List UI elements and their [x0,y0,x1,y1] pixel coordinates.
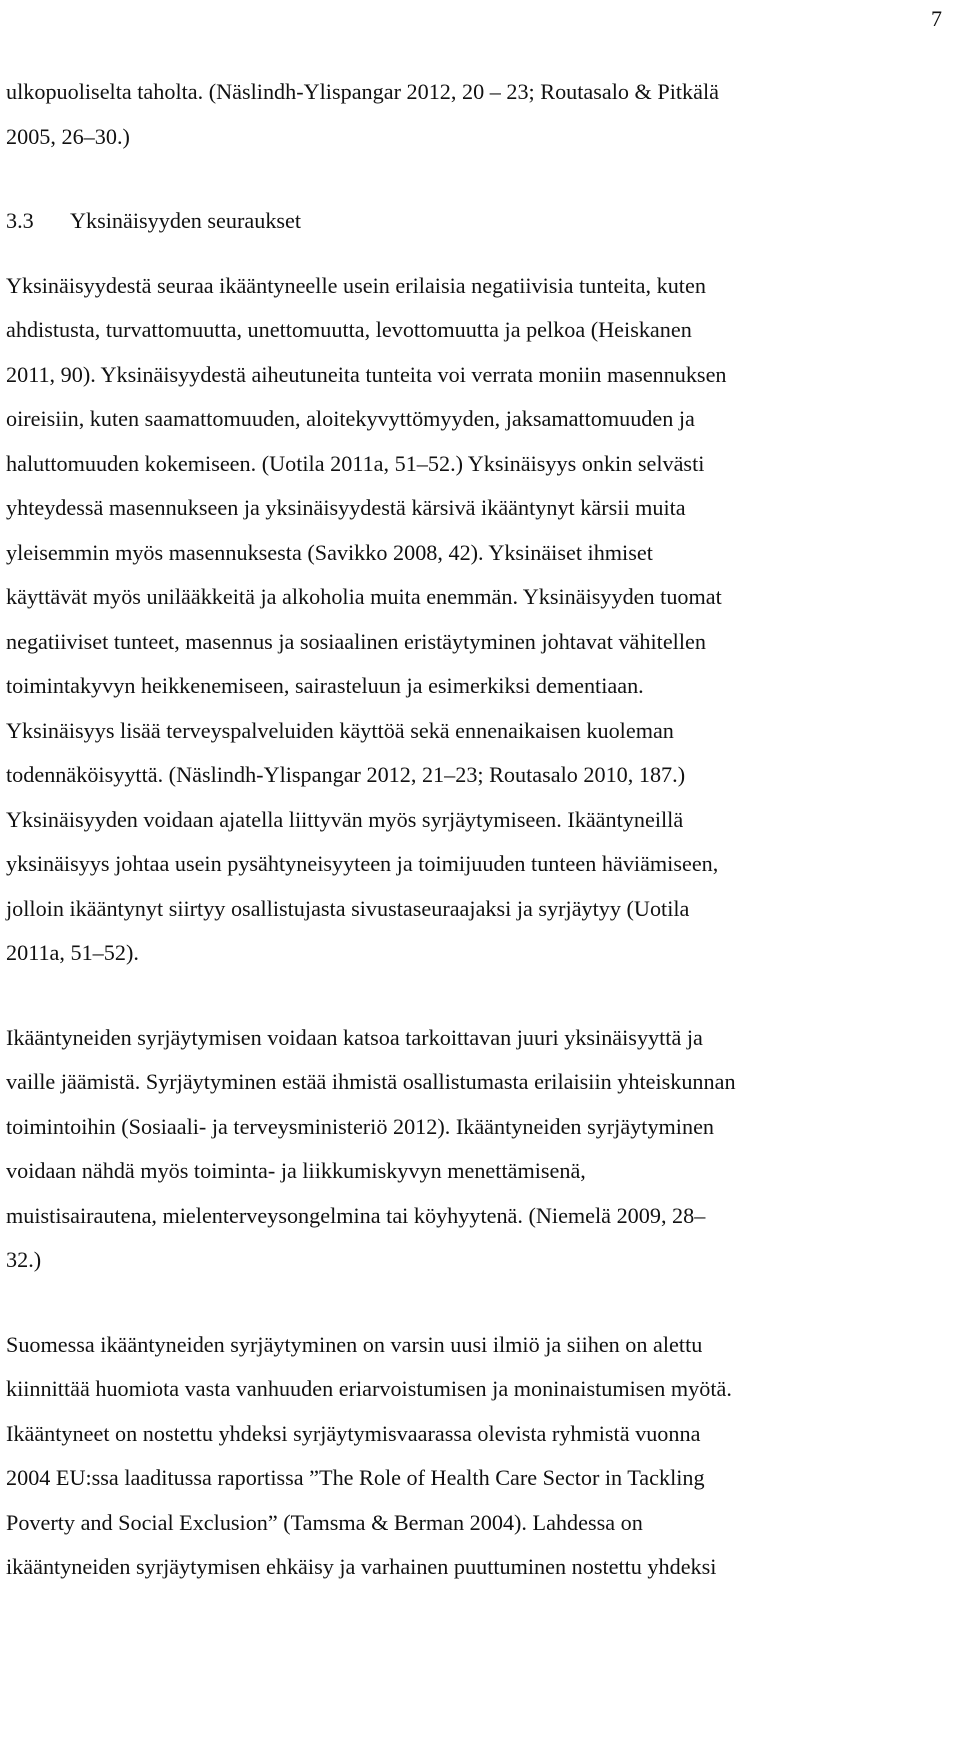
text-line: toimintoihin (Sosiaali- ja terveysministeriö 2012). Ikääntyneiden syrjäytyminen [6,1113,715,1139]
paragraph-1 [6,264,946,976]
text-line: 2011a, 51–52). [6,940,139,965]
text-line: yhteydessä masennukseen ja yksinäisyydestä kärsivä ikääntynyt kärsii muita [6,495,686,520]
text-line: vaille jäämistä. Syrjäytyminen estää ihmistä osallistumasta erilaisiin yhteiskunnan [6,1069,736,1094]
text-line: Ikääntyneet on nostettu yhdeksi syrjäytymisvaarassa olevista ryhmistä vuonna [6,1420,701,1446]
text-line: ikääntyneiden syrjäytymisen ehkäisy ja varhainen puuttuminen nostettu yhdeksi [6,1554,717,1579]
intro-paragraph [6,70,946,159]
section-title: Yksinäisyyden seuraukset [70,208,302,233]
text-line: 32.) [6,1247,42,1272]
text-line: yksinäisyys johtaa usein pysähtyneisyyteen ja toimijuuden tunteen häviämiseen, [6,851,719,876]
text-line: todennäköisyyttä. (Näslindh-Ylispangar 2012, 21–23; Routasalo 2010, 187.) [6,762,686,787]
text-line: Suomessa ikääntyneiden syrjäytyminen on varsin uusi ilmiö ja siihen on alettu [6,1331,703,1357]
text-line: Yksinäisyyden voidaan ajatella liittyvän myös syrjäytymiseen. Ikääntyneillä [6,806,684,832]
text-line: kiinnittää huomiota vasta vanhuuden eriarvoistumisen ja moninaistumisen myötä. [6,1376,732,1401]
text-line: muistisairautena, mielenterveysongelmina tai köyhyytenä. (Niemelä 2009, 28– [6,1202,706,1228]
text-line: 2011, 90). Yksinäisyydestä aiheutuneita tunteita voi verrata moniin masennuksen [6,361,727,387]
text-line: toimintakyvyn heikkenemiseen, sairasteluun ja esimerkiksi dementiaan. [6,673,644,698]
section-heading [6,199,946,244]
text-line: voidaan nähdä myös toiminta- ja liikkumiskyvyn menettämisenä, [6,1158,586,1183]
text-line: 2005, 26–30.) [6,123,130,149]
paragraph-2 [6,1016,946,1283]
text-line: oireisiin, kuten saamattomuuden, aloitekyvyttömyyden, jaksamattomuuden ja [6,406,695,431]
document-body [6,70,946,1590]
page-number: 7 [931,6,942,31]
text-line: Ikääntyneiden syrjäytymisen voidaan katsoa tarkoittavan juuri yksinäisyyttä ja [6,1024,703,1050]
text-line: ulkopuoliselta taholta. (Näslindh-Ylispangar 2012, 20 – 23; Routasalo & Pitkälä [6,79,719,104]
section-number: 3.3 [6,208,34,233]
text-line: haluttomuuden kokemiseen. (Uotila 2011a, 51–52.) Yksinäisyys onkin selvästi [6,450,705,476]
text-line: Poverty and Social Exclusion” (Tamsma & Berman 2004). Lahdessa on [6,1509,643,1535]
text-line: yleisemmin myös masennuksesta (Savikko 2008, 42). Yksinäiset ihmiset [6,539,653,565]
text-line: negatiiviset tunteet, masennus ja sosiaalinen eristäytyminen johtavat vähitellen [6,628,706,654]
text-line: käyttävät myös unilääkkeitä ja alkoholia muita enemmän. Yksinäisyyden tuomat [6,584,722,609]
paragraph-3 [6,1323,946,1590]
text-line: jolloin ikääntynyt siirtyy osallistujasta sivustaseuraajaksi ja syrjäytyy (Uotila [6,895,690,921]
text-line: ahdistusta, turvattomuutta, unettomuutta, levottomuutta ja pelkoa (Heiskanen [6,317,692,342]
text-line: 2004 EU:ssa laaditussa raportissa ”The Role of Health Care Sector in Tackling [6,1465,705,1490]
text-line: Yksinäisyydestä seuraa ikääntyneelle usein erilaisia negatiivisia tunteita, kuten [6,272,706,298]
text-line: Yksinäisyys lisää terveyspalveluiden käyttöä sekä ennenaikaisen kuoleman [6,717,674,743]
